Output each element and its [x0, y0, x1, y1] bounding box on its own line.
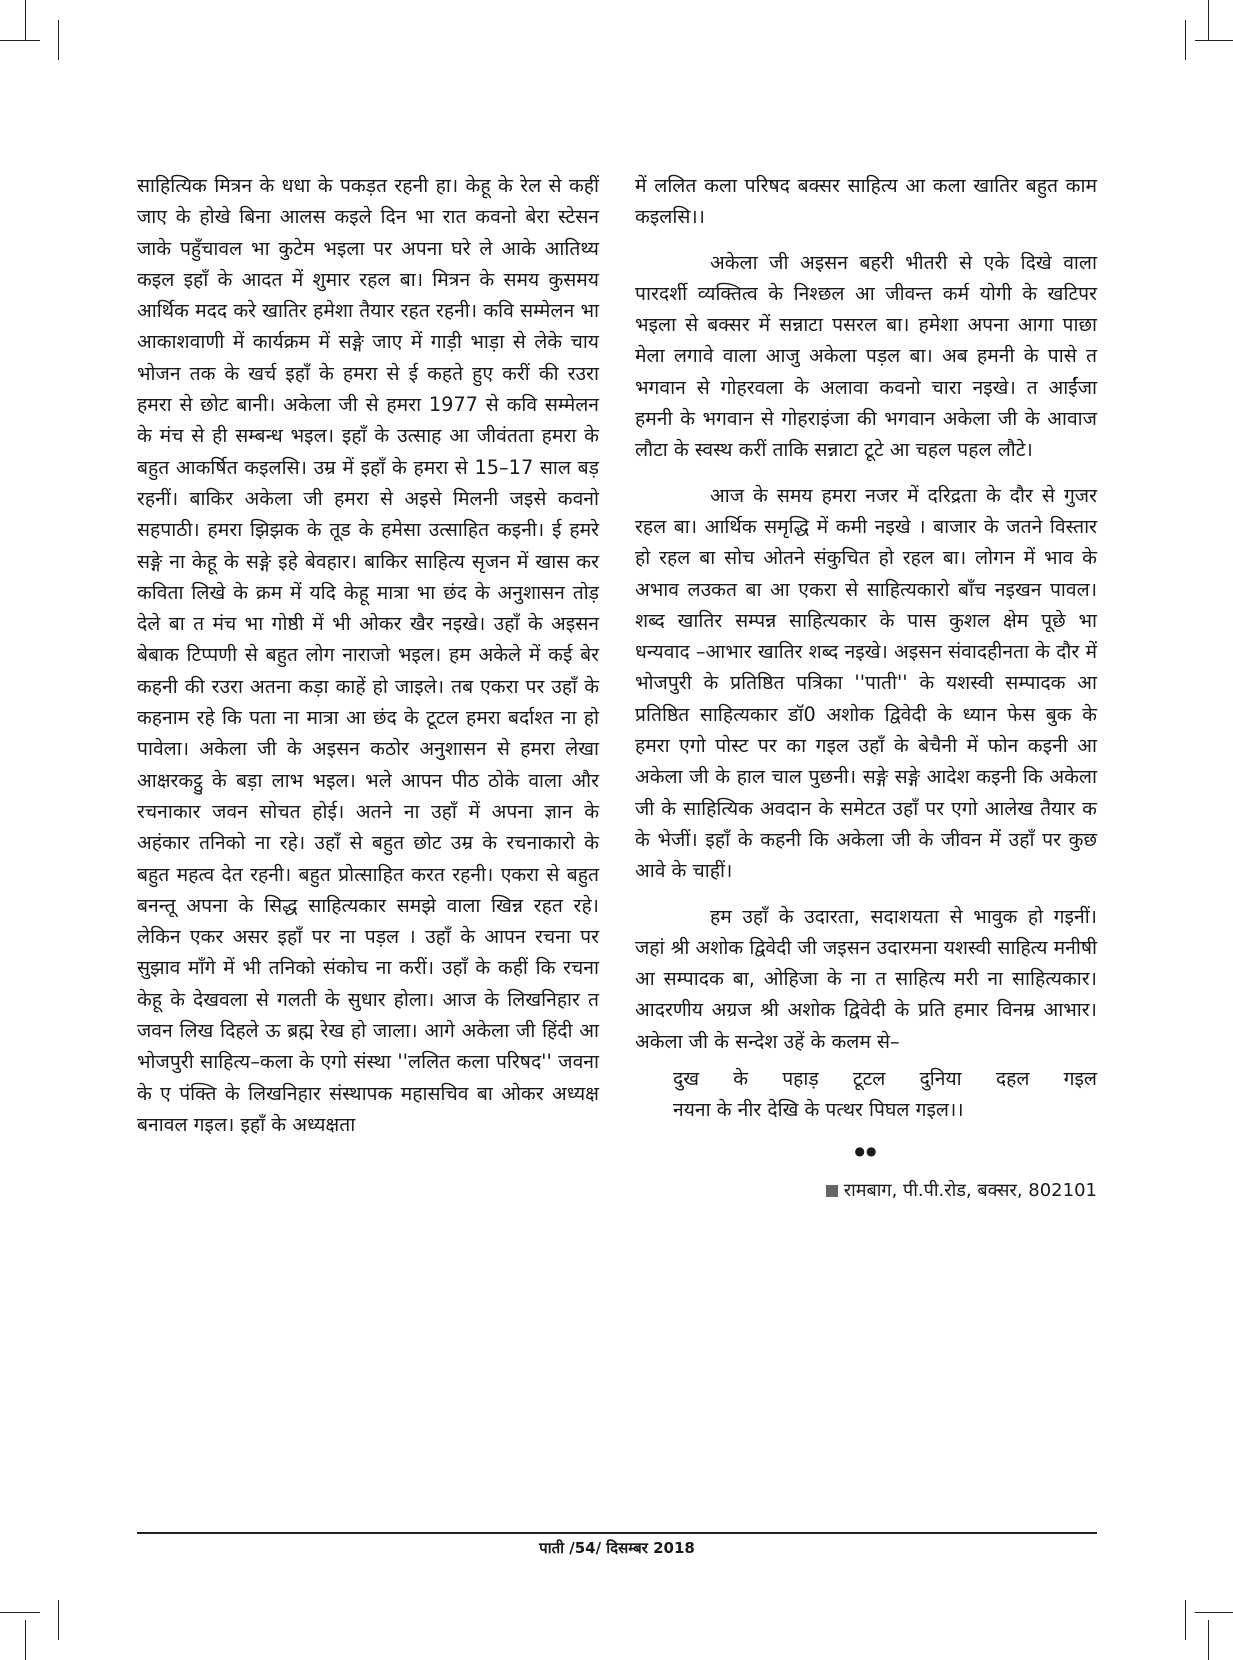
poem-line: दुख के पहाड़ टूटल दुनिया दहल गइल — [673, 1067, 1097, 1091]
body-paragraph: अकेला जी अइसन बहरी भीतरी से एके दिखे वाला पारदर्शी व्यक्तित्व के निश्छल आ जीवन्त कर्म योगी के खटिपर भइला से बक्सर में सन्नाटा पसरल बा। हमेशा अपना आगा पाछा मेला लगावे वाला आजु अकेला पड़ल बा। अब हमनी के पासे त भगवान से गोहरवला के अलावा कवनो चारा नइखे। त आईंजा हमनी के भगवान से गोहराइंजा की भगवान अकेला जी के आवाज लौटा के स्वस्थ करीं ताकि सन्नाटा टूटे आ चहल पहल लौटे। — [635, 250, 1097, 462]
crop-mark — [1208, 0, 1209, 40]
crop-mark — [58, 20, 59, 60]
author-address — [635, 1175, 1097, 1206]
body-paragraph: साहित्यिक मित्रन के धधा के पकड़त रहनी हा। केहू के रेल से कहीं जाए के होखे बिना आलस कइले दिन भा रात कवनो बेरा स्टेसन जाके पहुँचावल भा कुटेम भइला पर अपना घरे ले आके आतिथ्य कइल इहाँ के आदत में शुमार रहल बा। मित्रन के समय कुसमय आर्थिक मदद करे खातिर हमेशा तैयार रहत रहनी। कवि सम्मेलन भा आकाशवाणी में कार्यक्रम में सङ्गे जाए में गाड़ी भाड़ा से लेके चाय भोजन तक के खर्च इहाँ के हमरा से ई कहते हुए करीं की रउरा हमरा से छोट बानी। अकेला जी से हमरा 1977 से कवि सम्मेलन के मंच से ही सम्बन्ध भइल। इहाँ के उत्साह आ जीवंतता हमरा के बहुत आकर्षित कइलसि। उम्र में इहाँ के हमरा से 15–17 साल बड़ रहनीं। बाकिर अकेला जी हमरा से अइसे मिलनी जइसे कवनो सहपाठी। हमरा झिझक के तूड के हमेसा उत्साहित कइनी। ई हमरे सङ्गे ना केहू के सङ्गे इहे बेवहार। बाकिर साहित्य सृजन में खास कर कविता लिखे के क्रम में यदि केहू मात्रा भा छंद के अनुशासन तोड़ देले बा त मंच भा गोष्ठी में भी ओकर खैर नइखे। उहाँ के अइसन बेबाक टिप्पणी से बहुत लोग नाराजो भइल। हम अकेले में कई बेर कहनी की रउरा अतना कड़ा काहें हो जाइले। तब एकरा पर उहाँ के कहनाम रहे कि पता ना मात्रा आ छंद के टूटल हमरा बर्दाश्त ना हो पावेला। अकेला जी के अइसन कठोर अनुशासन से हमरा लेखा आक्षरकट्ठु के बड़ा लाभ भइल। भले आपन पीठ ठोके वाला और रचनाकार जवन सोचत होई। अतने ना उहाँ में अपना ज्ञान के अहंकार तनिको ना रहे। उहाँ से बहुत छोट उम्र के रचनाकारो के बहुत महत्व देत रहनी। बहुत प्रोत्साहित करत रहनी। एकरा से बहुत बनन्तू अपना के सिद्ध साहित्यकार समझे वाला खिन्न रहत रहे। लेकिन एकर असर इहाँ पर ना पड़ल । उहाँ के आपन रचना पर सुझाव माँगे में भी तनिको संकोच ना करीं। उहाँ के कहीं कि रचना केहू के देखवला से गलती के सुधार होला। आज के लिखनिहार त जवन लिख दिहले ऊ ब्रह्म रेख हो जाला। आगे अकेला जी हिंदी आ भोजपुरी साहित्य–कला के एगो संस्था ''ललित कला परिषद'' जवना के ए पंक्ति के लिखनिहार संस्थापक महासचिव बा ओकर अध्यक्ष बनावल गइल। इहाँ के अध्यक्षता — [137, 174, 599, 1136]
left-column — [137, 170, 599, 1140]
page-footer: पाती /54/ दिसम्बर 2018 — [539, 1539, 695, 1557]
crop-mark — [1185, 20, 1186, 60]
crop-mark — [1185, 1600, 1186, 1640]
separator-dots: ●● — [854, 1143, 878, 1158]
crop-mark — [1195, 1612, 1233, 1613]
crop-mark — [1195, 40, 1233, 41]
square-bullet-icon — [826, 1185, 838, 1197]
crop-mark — [25, 0, 26, 40]
address-text: रामबाग, पी.पी.रोड, बक्सर, 802101 — [843, 1179, 1097, 1201]
crop-mark — [0, 1612, 40, 1613]
crop-mark — [1208, 1620, 1209, 1660]
crop-mark — [0, 40, 40, 41]
body-paragraph: हम उहाँ के उदारता, सदाशयता से भावुक हो गइनीं। जहां श्री अशोक द्विवेदी जी जइसन उदारमना यशस्वी साहित्य मनीषी आ सम्पादक बा, ओहिजा के ना त साहित्य मरी ना साहित्यकार। आदरणीय अग्रज श्री अशोक द्विवेदी के प्रति हमार विनम्र आभार। अकेला जी के सन्देश उहें के कलम से– — [635, 904, 1097, 1053]
body-paragraph: आज के समय हमरा नजर में दरिद्रता के दौर से गुजर रहल बा। आर्थिक समृद्धि में कमी नइखे । बाजार के जतने विस्तार हो रहल बा सोच ओतने संकुचित हो रहल बा। लोगन में भाव के अभाव लउकत बा आ एकरा से साहित्यकारो बाँच नइखन पावल। शब्द खातिर सम्पन्न साहित्यकार के पास कुशल क्षेम पूछे भा धन्यवाद –आभार खातिर शब्द नइखे। अइसन संवादहीनता के दौर में भोजपुरी के प्रतिष्ठित पत्रिका ''पाती'' के यशस्वी सम्पादक आ प्रतिष्ठित साहित्यकार डॉ0 अशोक द्विवेदी के ध्यान फेस बुक के हमरा एगो पोस्ट पर का गइल उहाँ के बेचैनी में फोन कइनी आ अकेला जी के हाल चाल पुछनी। सङ्गे सङ्गे आदेश कइनी कि अकेला जी के साहित्यिक अवदान के समेटत उहाँ पर एगो आलेख तैयार क के भेजीं। इहाँ के कहनी कि अकेला जी के जीवन में उहाँ पर कुछ आवे के चाहीं। — [635, 483, 1097, 883]
poem-quote — [673, 1063, 1097, 1126]
body-paragraph: में ललित कला परिषद बक्सर साहित्य आ कला खातिर बहुत काम कइलसि।। — [635, 174, 1097, 229]
crop-mark — [25, 1620, 26, 1660]
right-column — [635, 170, 1097, 1206]
footer-divider — [137, 1532, 1097, 1534]
poem-line: नयना के नीर देखि के पत्थर पिघल गइल।। — [673, 1098, 964, 1122]
crop-mark — [58, 1600, 59, 1640]
